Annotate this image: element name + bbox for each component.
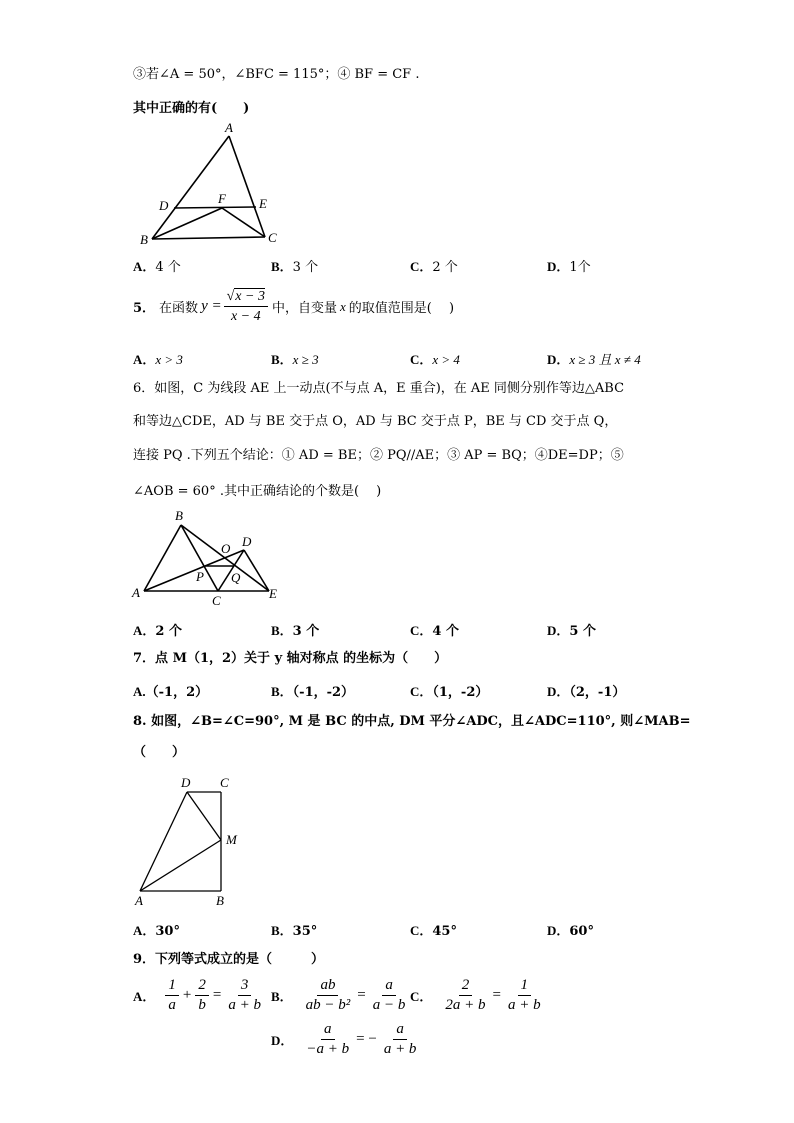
q6-option-c[interactable]: C．4 个 (410, 623, 459, 639)
q7-option-b[interactable]: B．（-1，-2） (271, 684, 355, 700)
q8-stem-line-2: （ ） (133, 745, 186, 760)
q9-stem: 9．下列等式成立的是（ ） (133, 952, 325, 967)
q6-option-b[interactable]: B．3 个 (271, 623, 320, 639)
fig6-label-e: E (269, 586, 277, 601)
q6-stem-line-1: 6．如图，C 为线段 AE 上一动点(不与点 A，E 重合)，在 AE 同侧分别作等边△ABC (133, 381, 625, 396)
q8-option-d[interactable]: D．60° (547, 923, 594, 939)
fig4-label-e: E (259, 196, 267, 211)
q5-option-a[interactable]: A．x > 3 (133, 352, 183, 367)
fig6-label-a: A (132, 585, 140, 600)
q6-option-d[interactable]: D．5 个 (547, 623, 596, 639)
q9-option-d[interactable]: D． $\frac{a}{-a + b}$ = − $\frac{a}{a + b}$ (271, 1021, 417, 1057)
q5-fraction: $\frac{√x - 3}{x - 4}$ (224, 288, 268, 325)
q5-stem: 5． 在函数 y = $\frac{√x - 3}{x - 4}$ 中，自变量 x 的取值范围是( ) (133, 289, 455, 324)
q8-option-c[interactable]: C．45° (410, 923, 457, 939)
fig4-label-d: D (159, 198, 169, 213)
q4-option-b[interactable]: B．3 个 (271, 259, 319, 275)
q6-stem-line-2: 和等边△CDE，AD 与 BE 交于点 O，AD 与 BC 交于点 P，BE 与 CD 交于点 Q， (133, 414, 618, 429)
q6-stem-line-4: ∠AOB = 60° .其中正确结论的个数是( ) (133, 484, 382, 499)
fig4-label-c: C (268, 230, 277, 245)
fig6-label-p: P (196, 569, 204, 584)
fig8-label-m: M (226, 832, 237, 847)
q7-option-d[interactable]: D．（2，-1） (547, 684, 626, 700)
q8-stem-line-1: 8. 如图，∠B=∠C=90°, M 是 BC 的中点, DM 平分∠ADC，且∠ADC=110°, 则∠MAB= (133, 714, 691, 729)
fig6-label-o: O (221, 541, 231, 556)
fig4-label-f: F (218, 191, 226, 206)
q8-option-a[interactable]: A．30° (133, 923, 180, 939)
fig8-label-b: B (216, 893, 224, 908)
q7-stem: 7．点 M（1，2）关于 y 轴对称点 的坐标为（ ） (133, 651, 448, 666)
q9-option-a[interactable]: A． $\frac{1}{a}$ + $\frac{2}{b}$ = $\frac{3}{a + b}$ (133, 977, 261, 1013)
fig8-label-d: D (181, 775, 191, 790)
fig6-label-d: D (242, 534, 252, 549)
q5-option-b[interactable]: B．x ≥ 3 (271, 352, 319, 367)
q5-option-c[interactable]: C．x > 4 (410, 352, 460, 367)
q6-option-a[interactable]: A．2 个 (133, 623, 182, 639)
q4-option-c[interactable]: C．2 个 (410, 259, 458, 275)
fig8-label-c: C (220, 775, 229, 790)
q9-option-c[interactable]: C． $\frac{2}{2a + b}$ = $\frac{1}{a + b}$ (410, 977, 541, 1013)
fig8-label-a: A (135, 893, 143, 908)
q7-option-a[interactable]: A.（-1，2） (133, 684, 209, 700)
fig6-label-q: Q (231, 570, 241, 585)
fig4-label-a: A (225, 120, 233, 135)
fig6-label-c: C (212, 593, 221, 608)
q6-stem-line-3: 连接 PQ .下列五个结论：① AD = BE；② PQ//AE；③ AP = BQ；④DE=DP；⑤ (133, 448, 624, 463)
q4-statement-3-4: ③若∠A = 50°，∠BFC = 115°；④ BF = CF . (133, 67, 420, 82)
fig4-label-b: B (140, 232, 148, 247)
fig6-label-b: B (175, 508, 183, 523)
q7-option-c[interactable]: C．（1，-2） (410, 684, 489, 700)
q9-option-b[interactable]: B． $\frac{ab}{\text{ab − b²}}$ = $\frac{a}{a - b}$ (271, 977, 406, 1013)
q4-option-d[interactable]: D．1个 (547, 259, 591, 275)
q8-option-b[interactable]: B．35° (271, 923, 318, 939)
q4-option-a[interactable]: A．4 个 (133, 259, 181, 275)
q4-question-prompt: 其中正确的有( ) (133, 101, 250, 116)
q5-option-d[interactable]: D．x ≥ 3 且 x ≠ 4 (547, 352, 641, 367)
